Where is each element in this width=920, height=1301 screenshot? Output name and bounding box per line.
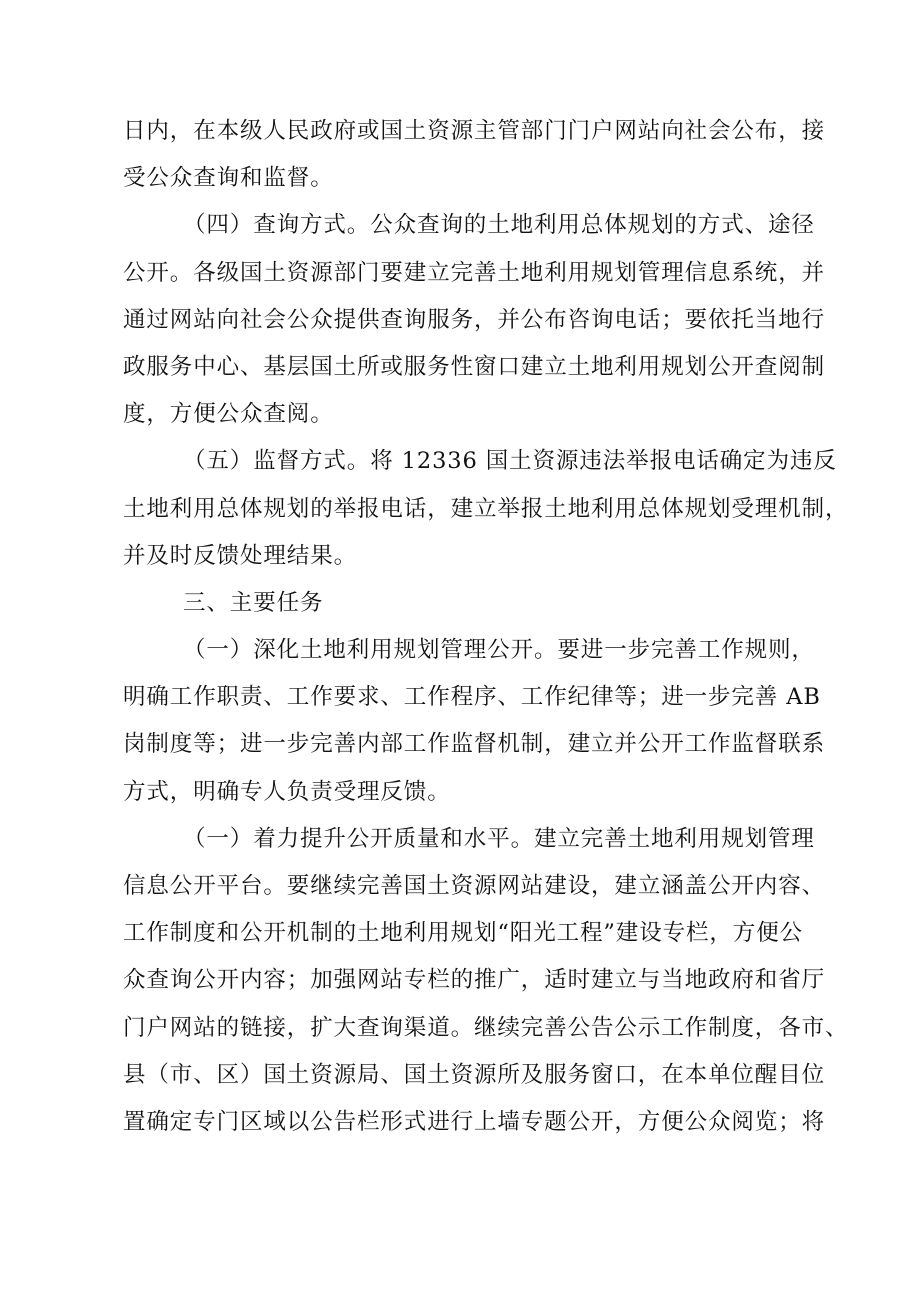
text-line: 土地利用总体规划的举报电话，建立举报土地利用总体规划受理机制， — [123, 495, 849, 522]
text-line: 并及时反馈处理结果。 — [123, 542, 358, 569]
text-line: （一）深化土地利用规划管理公开。要进一步完善工作规则， — [183, 637, 815, 664]
text-line: 县（市、区）国土资源局、国土资源所及服务窗口，在本单位醒目位 — [123, 1061, 826, 1088]
text-line: 日内，在本级人民政府或国土资源主管部门门户网站向社会公布，接 — [123, 118, 826, 144]
text-line: 门户网站的链接，扩大查询渠道。继续完善公告公示工作制度，各市、 — [123, 1014, 849, 1041]
document-body — [123, 108, 849, 1146]
text-line: 岗制度等；进一步完善内部工作监督机制，建立并公开工作监督联系 — [123, 731, 826, 758]
text-line: （一）着力提升公开质量和水平。建立完善土地利用规划管理 — [183, 825, 815, 852]
text-line: （五）监督方式。将 12336 国土资源违法举报电话确定为违反 — [183, 448, 837, 475]
text-line: （四）查询方式。公众查询的土地利用总体规划的方式、途径 — [183, 212, 815, 239]
text-line: 度，方便公众查阅。 — [123, 401, 334, 428]
text-line: 通过网站向社会公众提供查询服务，并公布咨询电话；要依托当地行 — [123, 306, 826, 333]
text-line: 众查询公开内容；加强网站专栏的推广，适时建立与当地政府和省厅 — [123, 967, 826, 994]
text-line: 明确工作职责、工作要求、工作程序、工作纪律等；进一步完善 AB — [123, 684, 821, 711]
text-line: 政服务中心、基层国土所或服务性窗口建立土地利用规划公开查阅制 — [123, 353, 826, 380]
text-line: 公开。各级国土资源部门要建立完善土地利用规划管理信息系统，并 — [123, 259, 826, 286]
text-line: 三、主要任务 — [183, 589, 324, 616]
text-line: 置确定专门区域以公告栏形式进行上墙专题公开，方便公众阅览；将 — [123, 1108, 826, 1135]
text-line: 受公众查询和监督。 — [123, 165, 334, 192]
text-line: 方式，明确专人负责受理反馈。 — [123, 778, 451, 805]
text-line: 信息公开平台。要继续完善国土资源网站建设，建立涵盖公开内容、 — [123, 873, 826, 899]
text-line: 工作制度和公开机制的土地利用规划“阳光工程”建设专栏，方便公 — [123, 920, 804, 947]
